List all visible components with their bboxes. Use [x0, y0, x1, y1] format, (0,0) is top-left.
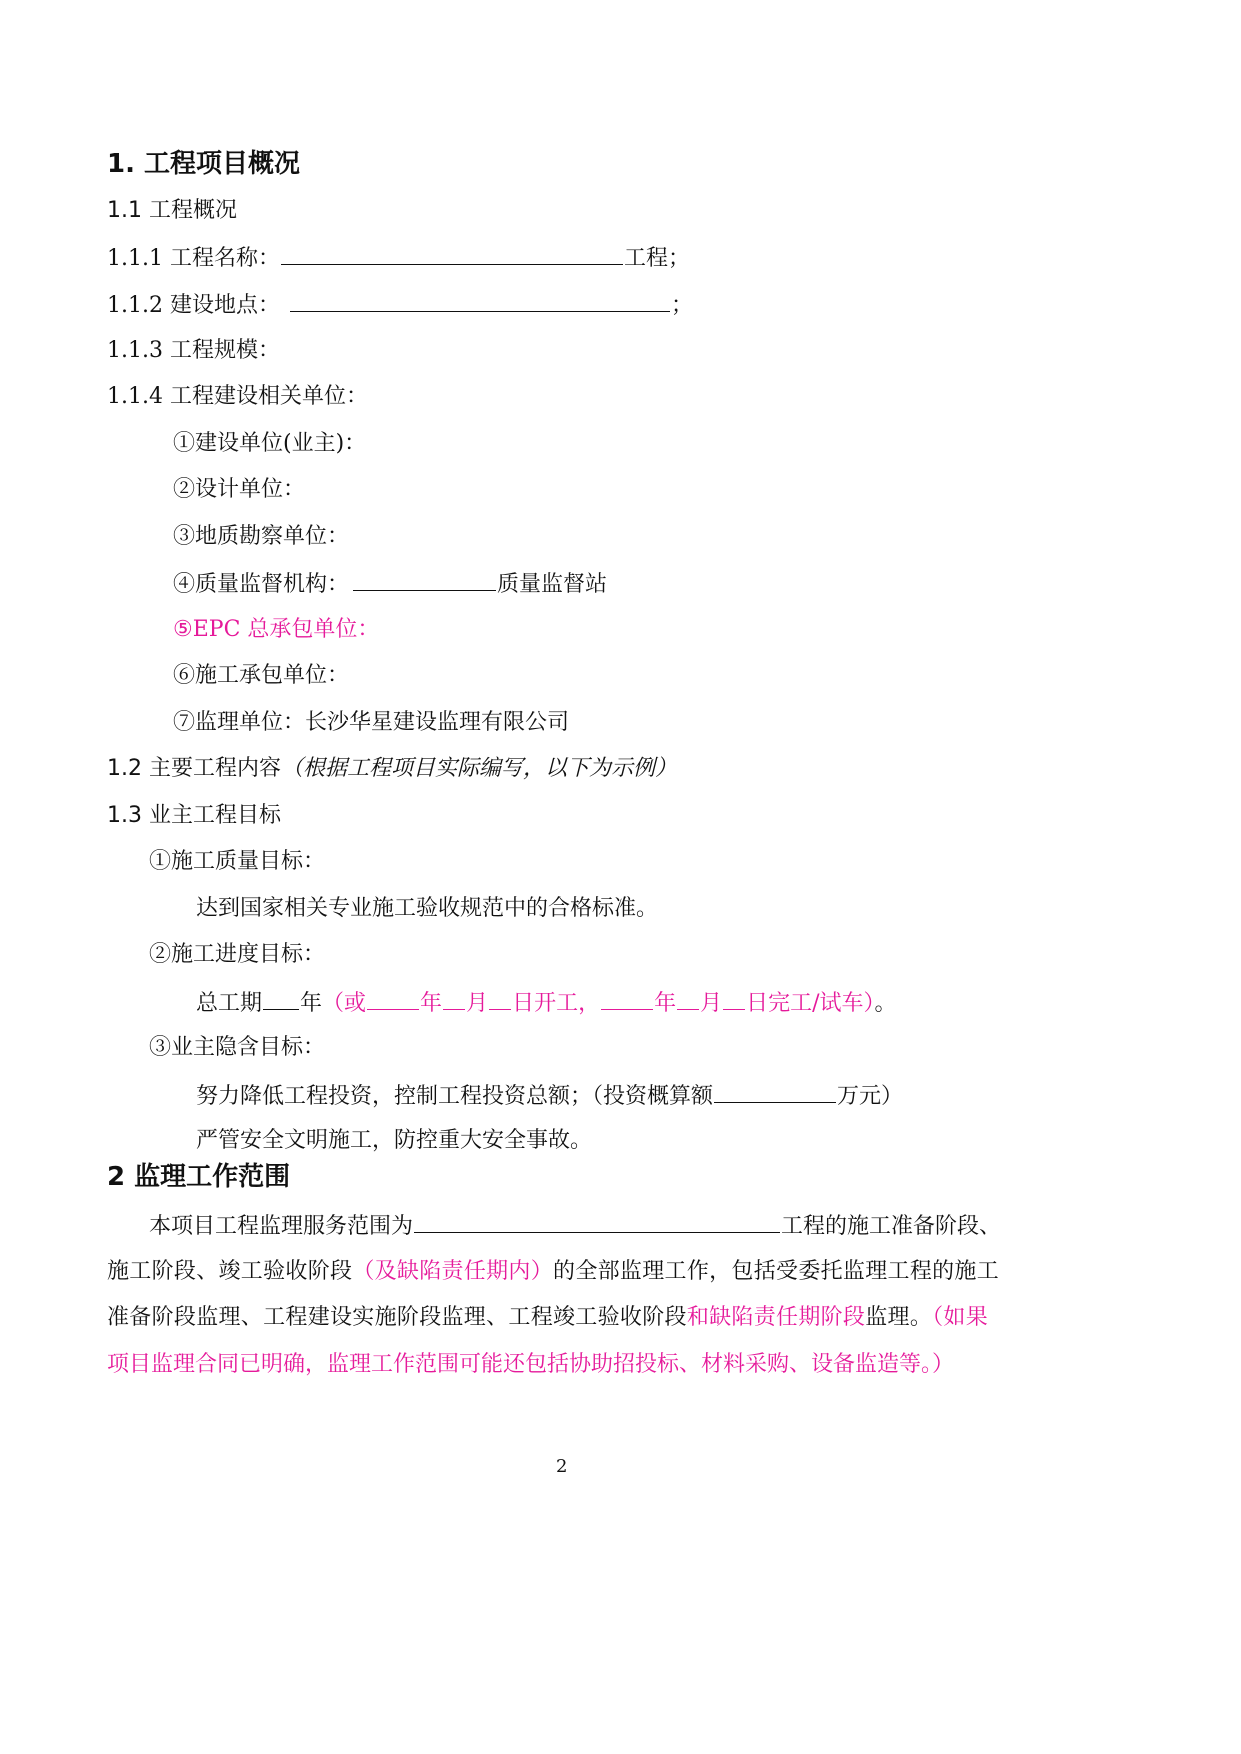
end-month-blank: [677, 987, 699, 1010]
subsection-1-2-note: （根据工程项目实际编写，以下为示例）: [280, 756, 677, 781]
site-location-line: [107, 289, 693, 321]
related-units-label: 1.1.4 工程建设相关单位：: [107, 384, 368, 409]
end-day-blank: [723, 987, 745, 1010]
scope-line2-a: 施工阶段、竣工验收阶段: [107, 1259, 353, 1284]
site-location-suffix: ；: [670, 293, 693, 318]
scope-suffix: 工程的施工准备阶段、: [781, 1214, 1002, 1239]
end-day-unit: 日完工/试车）: [746, 991, 875, 1016]
quality-supervision-label: ④质量监督机构：: [173, 572, 350, 597]
subsection-1-2-heading: 1.2 主要工程内容: [107, 756, 281, 781]
goal-schedule-text: [196, 987, 897, 1019]
schedule-year-unit: 年: [300, 991, 323, 1016]
unit-quality-supervision: [173, 568, 607, 600]
scope-line2-b: 的全部监理工作，包括受委托监理工程的施工: [553, 1259, 1000, 1284]
project-name-blank: [281, 242, 623, 265]
schedule-years-blank: [263, 987, 299, 1010]
scope-line3-b: 监理。: [865, 1305, 933, 1330]
goal-quality-label: ①施工质量目标：: [149, 849, 326, 874]
start-year-unit: 年: [420, 991, 443, 1016]
investment-text: 努力降低工程投资，控制工程投资总额；（投资概算额: [196, 1084, 714, 1109]
goal-schedule-label: ②施工进度目标：: [149, 942, 326, 967]
unit-supervisor: ⑦监理单位：长沙华星建设监理有限公司: [173, 710, 570, 735]
scope-line3-a: 准备阶段监理、工程建设实施阶段监理、工程竣工验收阶段: [107, 1305, 687, 1330]
scope-line2-pink: （及缺陷责任期内）: [352, 1259, 554, 1284]
start-day-unit: 日开工，: [512, 991, 601, 1016]
schedule-end-punct: 。: [874, 991, 897, 1016]
project-name-suffix: 工程；: [623, 246, 690, 271]
goal-investment-text: [196, 1080, 903, 1112]
start-month-blank: [443, 987, 465, 1010]
investment-suffix: 万元）: [837, 1084, 904, 1109]
unit-owner: ①建设单位(业主)：: [173, 431, 367, 456]
start-year-blank: [367, 987, 419, 1010]
project-name-label: 1.1.1 工程名称：: [107, 246, 280, 271]
end-month-unit: 月: [700, 991, 723, 1016]
scope-prefix: 本项目工程监理服务范围为: [149, 1214, 414, 1239]
project-scale-label: 1.1.3 工程规模：: [107, 338, 280, 363]
scope-line3-pink: 和缺陷责任期阶段: [686, 1305, 866, 1330]
scope-line3-pink2: （如果: [932, 1305, 989, 1330]
unit-epc: ⑤EPC 总承包单位：: [173, 617, 380, 642]
scope-para-line-1: [149, 1210, 1001, 1242]
scope-para-line-3: [107, 1303, 1107, 1333]
site-location-label: 1.1.2 建设地点：: [107, 293, 280, 318]
end-year-blank: [601, 987, 653, 1010]
scope-para-line-2: [107, 1257, 1107, 1287]
site-location-blank: [290, 289, 670, 312]
subsection-1-3-heading: 1.3 业主工程目标: [107, 803, 281, 828]
goal-quality-text: 达到国家相关专业施工验收规范中的合格标准。: [196, 896, 659, 921]
investment-blank: [714, 1080, 836, 1103]
subsection-1-1-heading: 1.1 工程概况: [107, 198, 237, 223]
start-month-unit: 月: [466, 991, 489, 1016]
end-year-unit: 年: [654, 991, 677, 1016]
start-day-blank: [489, 987, 511, 1010]
unit-design: ②设计单位：: [173, 477, 306, 502]
unit-survey: ③地质勘察单位：: [173, 524, 350, 549]
project-name-line: [107, 242, 690, 274]
quality-supervision-suffix: 质量监督站: [497, 572, 608, 597]
schedule-or: （或: [322, 991, 367, 1016]
scope-project-blank: [414, 1210, 780, 1233]
goal-implicit-label: ③业主隐含目标：: [149, 1035, 326, 1060]
subsection-1-2-line: [107, 754, 677, 784]
page-number: 2: [556, 1456, 568, 1477]
schedule-total-label: 总工期: [196, 991, 263, 1016]
section-2-heading: 2 监理工作范围: [107, 1162, 291, 1192]
unit-contractor: ⑥施工承包单位：: [173, 663, 350, 688]
quality-supervision-blank: [353, 568, 496, 591]
scope-para-line-4: 项目监理合同已明确，监理工作范围可能还包括协助招投标、材料采购、设备监造等。）: [107, 1352, 955, 1377]
goal-safety-text: 严管安全文明施工，防控重大安全事故。: [196, 1128, 593, 1153]
section-1-heading: 1. 工程项目概况: [107, 149, 301, 179]
